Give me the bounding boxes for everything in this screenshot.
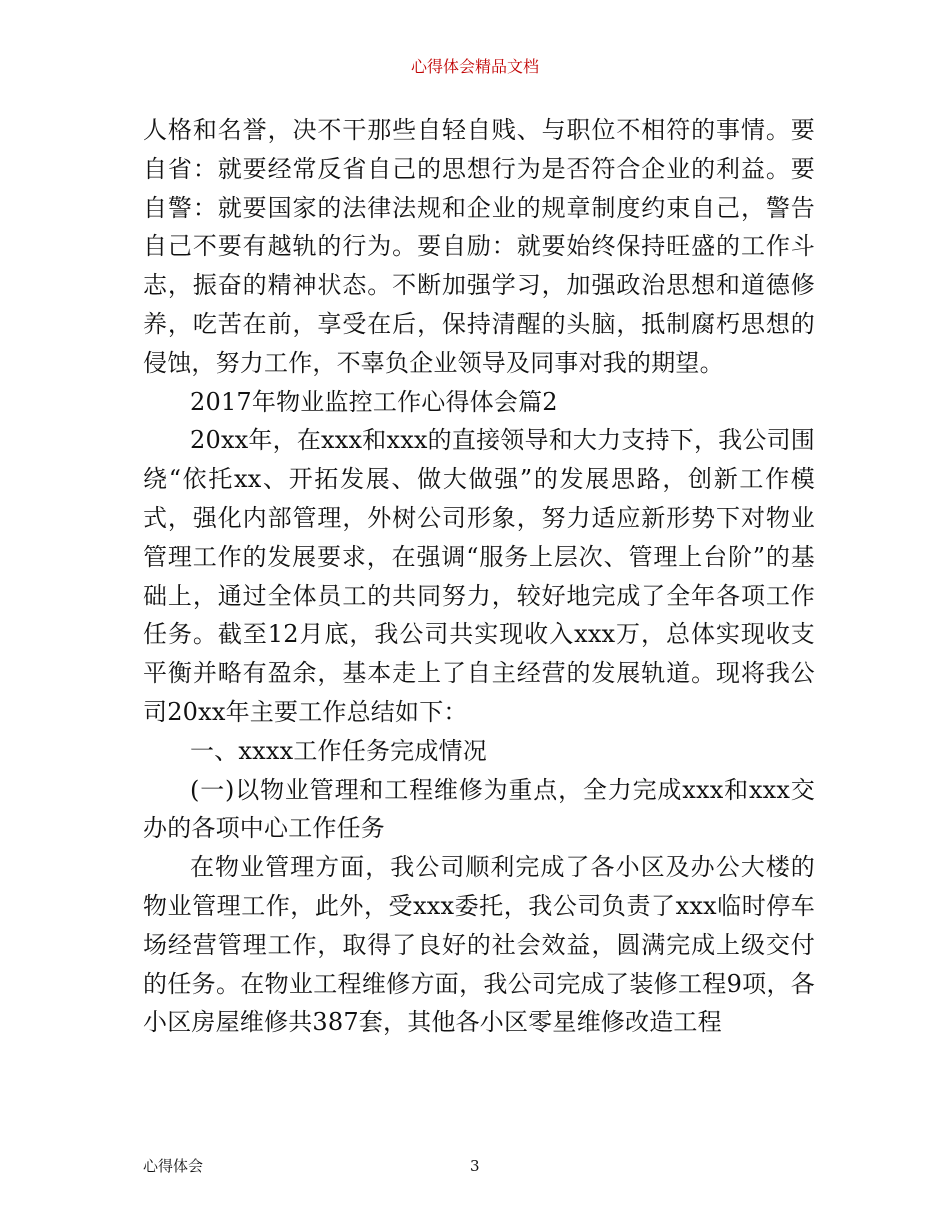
paragraph-intro: 20xx年，在xxx和xxx的直接领导和大力支持下，我公司围绕“依托xx、开拓发展、做大做强”的发展思路，创新工作模式，强化内部管理，外树公司形象，努力适应新形势下对物业管理工作的发展要求，在强调“服务上层次、管理上台阶”的基础上，通过全体员工的共同努力，较好地完成了全年各项工作任务。截至12月底，我公司共实现收入xxx万，总体实现收支平衡并略有盈余，基本走上了自主经营的发展轨道。现将我公司20xx年主要工作总结如下： [143,426,815,726]
page-header-title: 心得体会精品文档 [410,57,539,76]
paragraph-property-management: 在物业管理方面，我公司顺利完成了各小区及办公大楼的物业管理工作，此外，受xxx委托，我公司负责了xxx临时停车场经营管理工作，取得了良好的社会效益，圆满完成上级交付的任务。在物业工程维修方面，我公司完成了装修工程9项，各小区房屋维修共387套，其他各小区零星维修改造工程 [143,853,815,1037]
document-body [143,111,815,1042]
page-footer [143,1155,815,1177]
footer-label: 心得体会 [143,1157,204,1175]
subsection-heading-1-1: (一)以物业管理和工程维修为重点，全力完成xxx和xxx交办的各项中心工作任务 [143,775,815,843]
page-number: 3 [470,1157,480,1175]
section-heading-part-2: 2017年物业监控工作心得体会篇2 [190,387,558,416]
paragraph-continuation: 人格和名誉，决不干那些自轻自贱、与职位不相符的事情。要自省：就要经常反省自己的思想行为是否符合企业的利益。要自警：就要国家的法律法规和企业的规章制度约束自己，警告自己不要有越轨的行为。要自励：就要始终保持旺盛的工作斗志，振奋的精神状态。不断加强学习，加强政治思想和道德修养，吃苦在前，享受在后，保持清醒的头脑，抵制腐朽思想的侵蚀，努力工作，不辜负企业领导及同事对我的期望。 [143,116,815,377]
section-heading-1: 一、xxxx工作任务完成情况 [190,736,487,765]
